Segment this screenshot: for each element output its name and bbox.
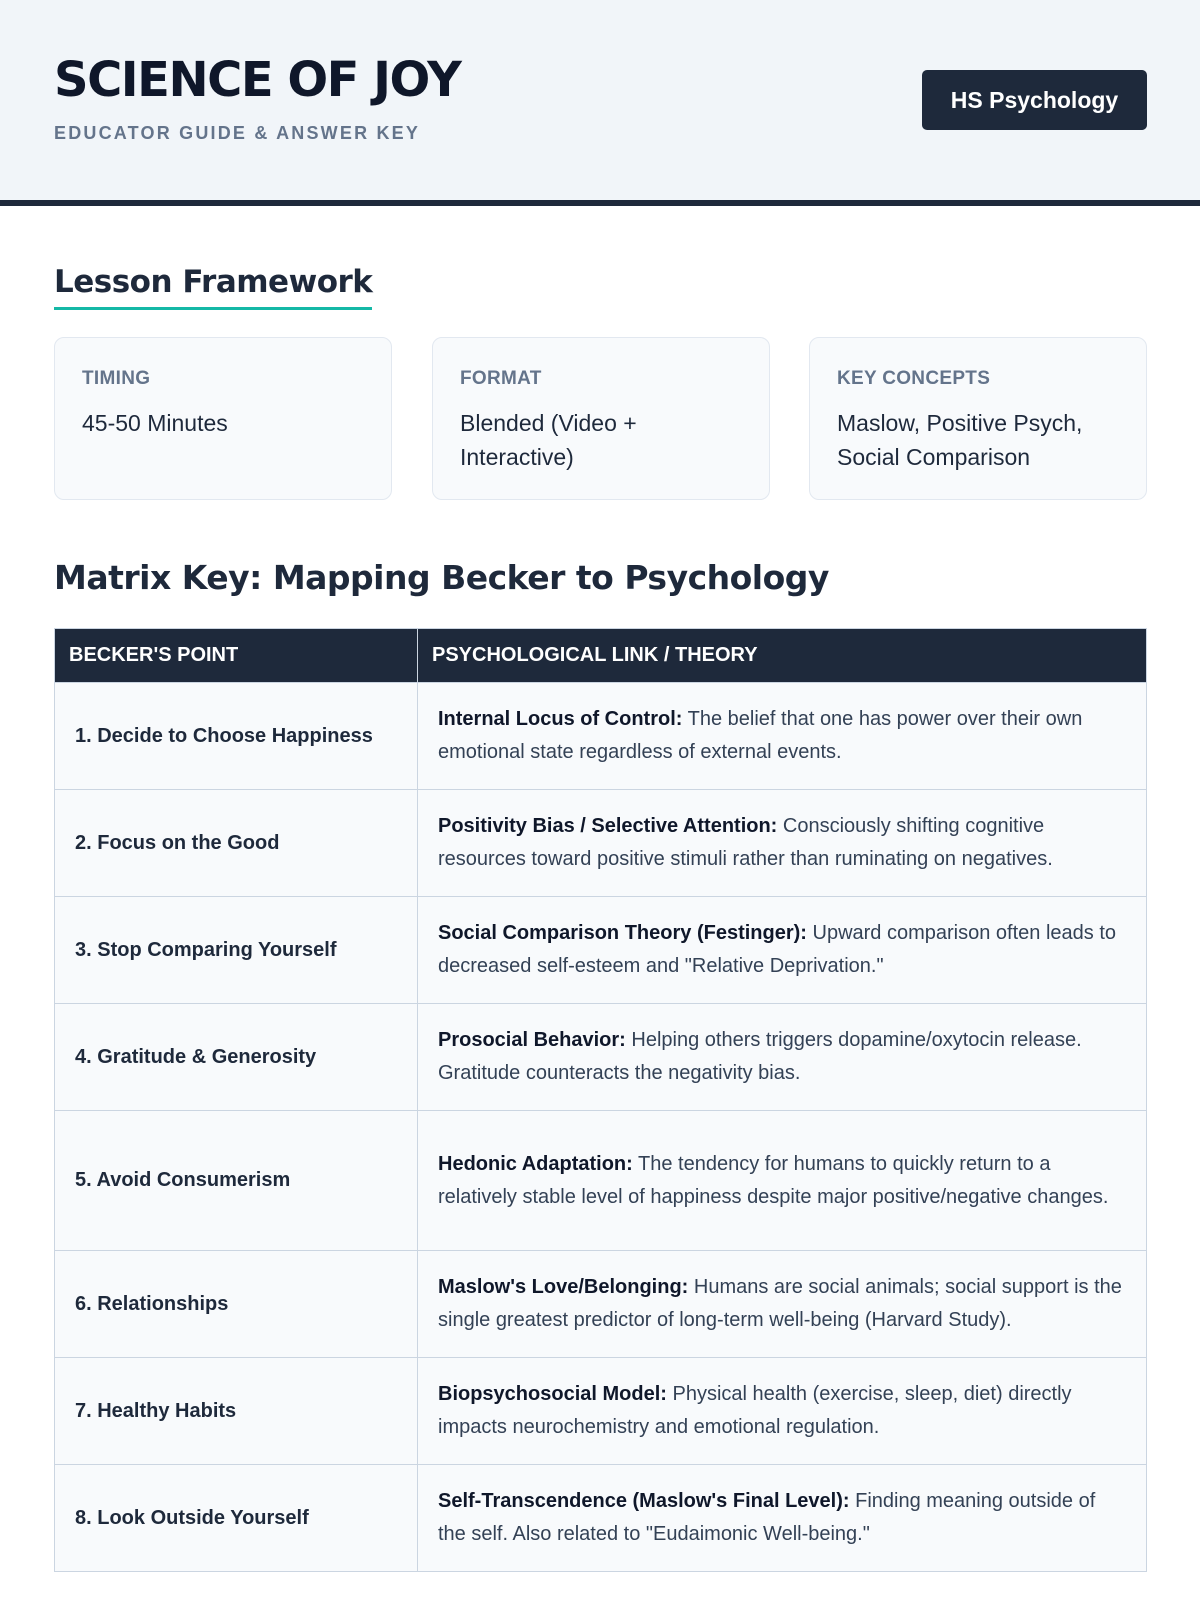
becker-point: 7. Healthy Habits [55, 1358, 418, 1465]
theory-description: Physical health (exercise, sleep, diet) directly impacts neurochemistry and emotional regulation. [438, 1383, 1072, 1438]
theory-term: Internal Locus of Control: [438, 708, 683, 730]
card-label: KEY CONCEPTS [837, 368, 991, 389]
matrix-table [54, 628, 1147, 1572]
theory-term: Prosocial Behavior: [438, 1029, 626, 1051]
table-row [55, 1465, 1147, 1572]
page-subtitle: EDUCATOR GUIDE & ANSWER KEY [54, 123, 421, 143]
psych-link [418, 1111, 1147, 1251]
psych-link [418, 1004, 1147, 1111]
psych-link [418, 897, 1147, 1004]
table-row [55, 683, 1147, 790]
column-header-point: BECKER'S POINT [55, 629, 418, 683]
page-title: SCIENCE OF JOY [54, 52, 461, 108]
psych-link [418, 1358, 1147, 1465]
theory-term: Maslow's Love/Belonging: [438, 1276, 689, 1298]
theory-description: Finding meaning outside of the self. Also related to "Eudaimonic Well-being." [438, 1490, 1096, 1545]
course-badge: HS Psychology [922, 70, 1147, 130]
theory-term: Social Comparison Theory (Festinger): [438, 922, 807, 944]
theory-term: Positivity Bias / Selective Attention: [438, 815, 778, 837]
table-header-row [55, 629, 1147, 683]
table-row [55, 1004, 1147, 1111]
psych-link [418, 790, 1147, 897]
framework-heading: Lesson Framework [54, 264, 372, 310]
theory-description: Consciously shifting cognitive resources toward positive stimuli rather than ruminating on negatives. [438, 815, 1053, 870]
key-concepts-card [809, 337, 1147, 500]
theory-description: Humans are social animals; social support is the single greatest predictor of long-term well-being (Harvard Study). [438, 1276, 1122, 1331]
format-card [432, 337, 770, 500]
becker-point: 3. Stop Comparing Yourself [55, 897, 418, 1004]
page-header [0, 0, 1200, 206]
becker-point: 2. Focus on the Good [55, 790, 418, 897]
becker-point: 5. Avoid Consumerism [55, 1111, 418, 1251]
becker-point: 6. Relationships [55, 1251, 418, 1358]
matrix-heading: Matrix Key: Mapping Becker to Psychology [54, 558, 829, 597]
table-row [55, 1251, 1147, 1358]
card-label: FORMAT [460, 368, 542, 389]
timing-card [54, 337, 392, 500]
becker-point: 8. Look Outside Yourself [55, 1465, 418, 1572]
table-row [55, 1111, 1147, 1251]
table-row [55, 1358, 1147, 1465]
theory-term: Biopsychosocial Model: [438, 1383, 667, 1405]
theory-description: The belief that one has power over their own emotional state regardless of external events. [438, 708, 1083, 763]
framework-cards [54, 337, 1147, 500]
psych-link [418, 683, 1147, 790]
table-row [55, 790, 1147, 897]
becker-point: 1. Decide to Choose Happiness [55, 683, 418, 790]
table-row [55, 897, 1147, 1004]
card-value: Blended (Video + Interactive) [460, 410, 637, 470]
theory-term: Hedonic Adaptation: [438, 1152, 633, 1175]
psych-link [418, 1251, 1147, 1358]
card-value: Maslow, Positive Psych, Social Comparison [837, 410, 1083, 470]
theory-description: Upward comparison often leads to decreased self-esteem and "Relative Deprivation." [438, 922, 1117, 977]
becker-point: 4. Gratitude & Generosity [55, 1004, 418, 1111]
card-value: 45-50 Minutes [82, 410, 228, 436]
theory-term: Self-Transcendence (Maslow's Final Level): [438, 1490, 850, 1512]
psych-link [418, 1465, 1147, 1572]
column-header-theory: PSYCHOLOGICAL LINK / THEORY [418, 629, 1147, 683]
theory-description: Helping others triggers dopamine/oxytocin release. Gratitude counteracts the negativity bias. [438, 1029, 1082, 1084]
theory-description: The tendency for humans to quickly return to a relatively stable level of happiness despite major positive/negative changes. [438, 1152, 1109, 1208]
card-label: TIMING [82, 368, 151, 389]
